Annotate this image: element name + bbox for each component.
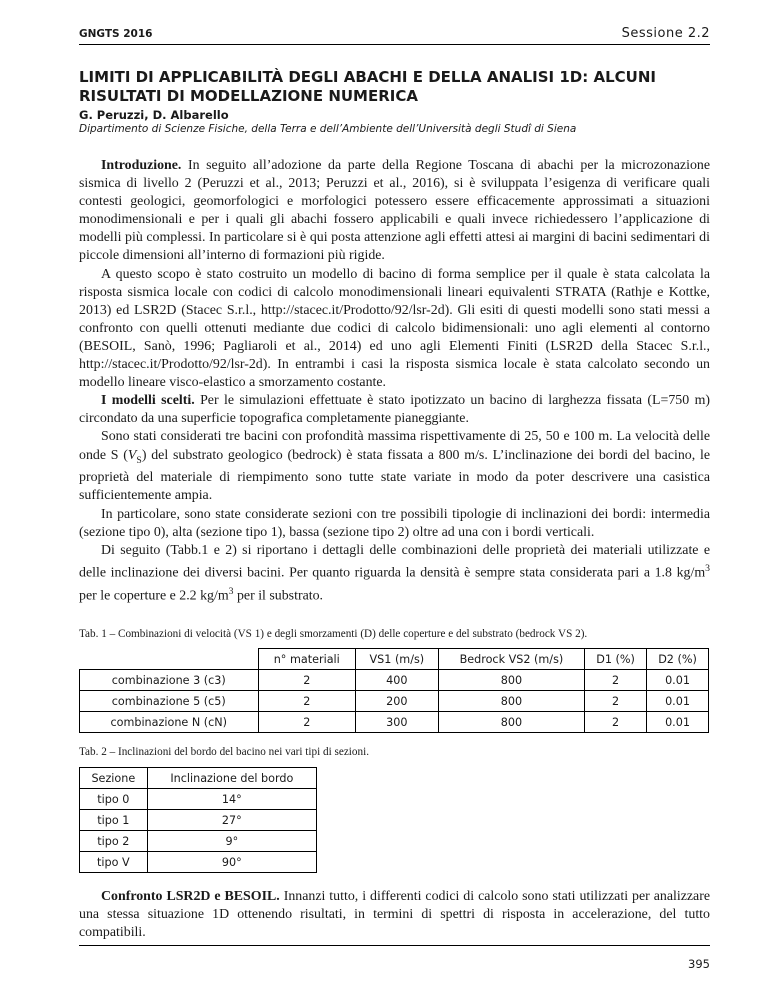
section-heading-intro: Introduzione. bbox=[101, 158, 182, 173]
table2-cell: 9° bbox=[147, 831, 316, 852]
table1-header-blank bbox=[80, 649, 259, 670]
authors: G. Peruzzi, D. Albarello bbox=[79, 108, 229, 122]
table2-cell: tipo 2 bbox=[80, 831, 148, 852]
table2-cell: tipo V bbox=[80, 852, 148, 873]
body-text bbox=[79, 157, 710, 605]
paragraph-comparison bbox=[79, 888, 710, 942]
table2-header-inclination: Inclinazione del bordo bbox=[147, 768, 316, 789]
table1-cell: 2 bbox=[258, 670, 356, 691]
paper-title: LIMITI DI APPLICABILITÀ DEGLI ABACHI E DELLA ANALISI 1D: ALCUNI RISULTATI DI MODELLAZIONE NUMERICA bbox=[79, 68, 656, 105]
p6-sup-2: 3 bbox=[228, 585, 234, 597]
models-text: Per le simulazioni effettuate è stato ipotizzato un bacino di larghezza fissata (L=750 m) circondato da una superficie topografica completamente pianeggiante. bbox=[79, 393, 711, 427]
table2-header-row bbox=[80, 768, 317, 789]
table1-header-d1: D1 (%) bbox=[585, 649, 647, 670]
paragraph-intro bbox=[79, 157, 710, 266]
table-row bbox=[80, 852, 317, 873]
table1-header-row bbox=[80, 649, 709, 670]
paragraph-5: In particolare, sono state considerate sezioni con tre possibili tipologie di inclinazioni dei bordi: intermedia (sezione tipo 0), alta (sezione tipo 1), bassa (sezione tipo 2) oltre ad una con i bordi verticali. bbox=[79, 506, 710, 540]
table-row bbox=[80, 691, 709, 712]
table-row bbox=[80, 670, 709, 691]
table2-cell: tipo 0 bbox=[80, 789, 148, 810]
table1-cell: 800 bbox=[438, 691, 584, 712]
paragraph-4 bbox=[79, 428, 710, 505]
table1-header-vs1: VS1 (m/s) bbox=[356, 649, 439, 670]
p4-vs-sub: S bbox=[136, 454, 142, 466]
affiliation: Dipartimento di Scienze Fisiche, della Terra e dell’Ambiente dell’Università degli Studî di Siena bbox=[79, 123, 577, 135]
table1-cell: 0.01 bbox=[647, 670, 709, 691]
table1-cell: combinazione 3 (c3) bbox=[80, 670, 259, 691]
running-header-left: GNGTS 2016 bbox=[79, 28, 153, 40]
table2-cell: 27° bbox=[147, 810, 316, 831]
table1-header-vs2: Bedrock VS2 (m/s) bbox=[438, 649, 584, 670]
table1-cell: 2 bbox=[258, 712, 356, 733]
table2-cell: 14° bbox=[147, 789, 316, 810]
running-header-right: Sessione 2.2 bbox=[621, 26, 710, 41]
p6-sup-1: 3 bbox=[705, 562, 710, 574]
table1-cell: combinazione N (cN) bbox=[80, 712, 259, 733]
table1-cell: 0.01 bbox=[647, 712, 709, 733]
table1-header-d2: D2 (%) bbox=[647, 649, 709, 670]
comparison-text: Innanzi tutto, i differenti codici di calcolo sono stati utilizzati per analizzare una stessa situazione 1D ottenendo risultati, in termini di spettri di risposta in accelerazione, del tutto compatibili. bbox=[79, 889, 710, 941]
p6-text-b: per le coperture e 2.2 kg/m bbox=[79, 588, 229, 604]
table2-header-section: Sezione bbox=[80, 768, 148, 789]
p6-text-a: Di seguito (Tabb.1 e 2) si riportano i dettagli delle combinazioni delle proprietà dei materiali utilizzate e delle inclinazione dei diversi bacini. Per quanto riguarda la densità è sempre stata considerata pari a 1.8 kg/m bbox=[79, 542, 710, 581]
table-row bbox=[80, 831, 317, 852]
table-1 bbox=[79, 648, 709, 733]
table1-cell: 300 bbox=[356, 712, 439, 733]
table1-cell: 2 bbox=[258, 691, 356, 712]
table1-cell: 0.01 bbox=[647, 691, 709, 712]
table1-cell: 200 bbox=[356, 691, 439, 712]
table1-header-materials: n° materiali bbox=[258, 649, 356, 670]
p6-text-c: per il substrato. bbox=[233, 588, 324, 604]
table1-cell: 800 bbox=[438, 670, 584, 691]
table1-cell: combinazione 5 (c5) bbox=[80, 691, 259, 712]
table1-cell: 2 bbox=[585, 670, 647, 691]
table1-caption: Tab. 1 – Combinazioni di velocità (VS 1) e degli smorzamenti (D) delle coperture e del substrato (bedrock VS 2). bbox=[79, 628, 588, 640]
table2-cell: 90° bbox=[147, 852, 316, 873]
table2-caption: Tab. 2 – Inclinazioni del bordo del bacino nei vari tipi di sezioni. bbox=[79, 746, 370, 758]
table-2 bbox=[79, 767, 317, 873]
page-number: 395 bbox=[688, 957, 710, 971]
table2-cell: tipo 1 bbox=[80, 810, 148, 831]
table-row bbox=[80, 789, 317, 810]
table1-cell: 2 bbox=[585, 691, 647, 712]
p4-text-a: Sono stati considerati tre bacini con profondità massima rispettivamente di 25, 50 e 100 m. La velocità delle onde S ( bbox=[79, 429, 710, 463]
paragraph-models bbox=[79, 392, 710, 428]
table-row bbox=[80, 810, 317, 831]
p4-text-b: ) del substrato geologico (bedrock) è stata fissata a 800 m/s. L’inclinazione dei bordi del bacino, le proprietà del materiale di riempimento sono tutte state variate in modo da poter descrivere una casistica sufficientemente ampia. bbox=[79, 447, 710, 504]
table1-cell: 800 bbox=[438, 712, 584, 733]
table1-cell: 400 bbox=[356, 670, 439, 691]
paragraph-6 bbox=[79, 542, 710, 606]
section-heading-models: I modelli scelti. bbox=[101, 393, 195, 409]
paragraph-2: A questo scopo è stato costruito un modello di bacino di forma semplice per il quale è stata calcolata la risposta sismica locale con codici di calcolo monodimensionali lineari equivalenti STRATA (Rathje e Kottke, 2013) ed LSR2D (Stacec S.r.l., http://stacec.it/Prodotto/92/lsr-2d). Gli esiti di questi modelli sono stati messi a confronto con quelli ottenuti mediante due codici di calcolo bidimensionali: uno agli elementi al contorno (BESOIL, Sanò, 1996; Pagliaroli et al., 2014) ed uno agli Elementi Finiti (LSR2D della Stacec S.r.l., http://stacec.it/Prodotto/92/lsr-2d). In entrambi i casi la risposta sismica locale è stata calcolato secondo un modello lineare visco-elastico a smorzamento costante. bbox=[79, 266, 710, 391]
intro-text: In seguito all’adozione da parte della Regione Toscana di abachi per la microzonazione sismica di livello 2 (Peruzzi et al., 2013; Peruzzi et al., 2016), si è sviluppata l’esigenza di verificare quali contesti geologici, geomorfologici e morfologici potessero essere efficacemente approssimati a situazioni monodimensionali e per i quali gli abachi fossero applicabili e quali invece richiedessero l’applicazione di modelli più complessi. In particolare si è qui posta attenzione agli effetti attesi ai margini di bacini sedimentari di piccole dimensioni all’interno di formazioni più rigide. bbox=[79, 158, 710, 264]
header-rule bbox=[79, 44, 710, 45]
p4-vs-symbol: V bbox=[127, 447, 137, 463]
table-row bbox=[80, 712, 709, 733]
section-heading-comparison: Confronto LSR2D e BESOIL. bbox=[101, 889, 280, 904]
footer-rule bbox=[79, 945, 710, 946]
table1-cell: 2 bbox=[585, 712, 647, 733]
body-text-2 bbox=[79, 888, 710, 942]
